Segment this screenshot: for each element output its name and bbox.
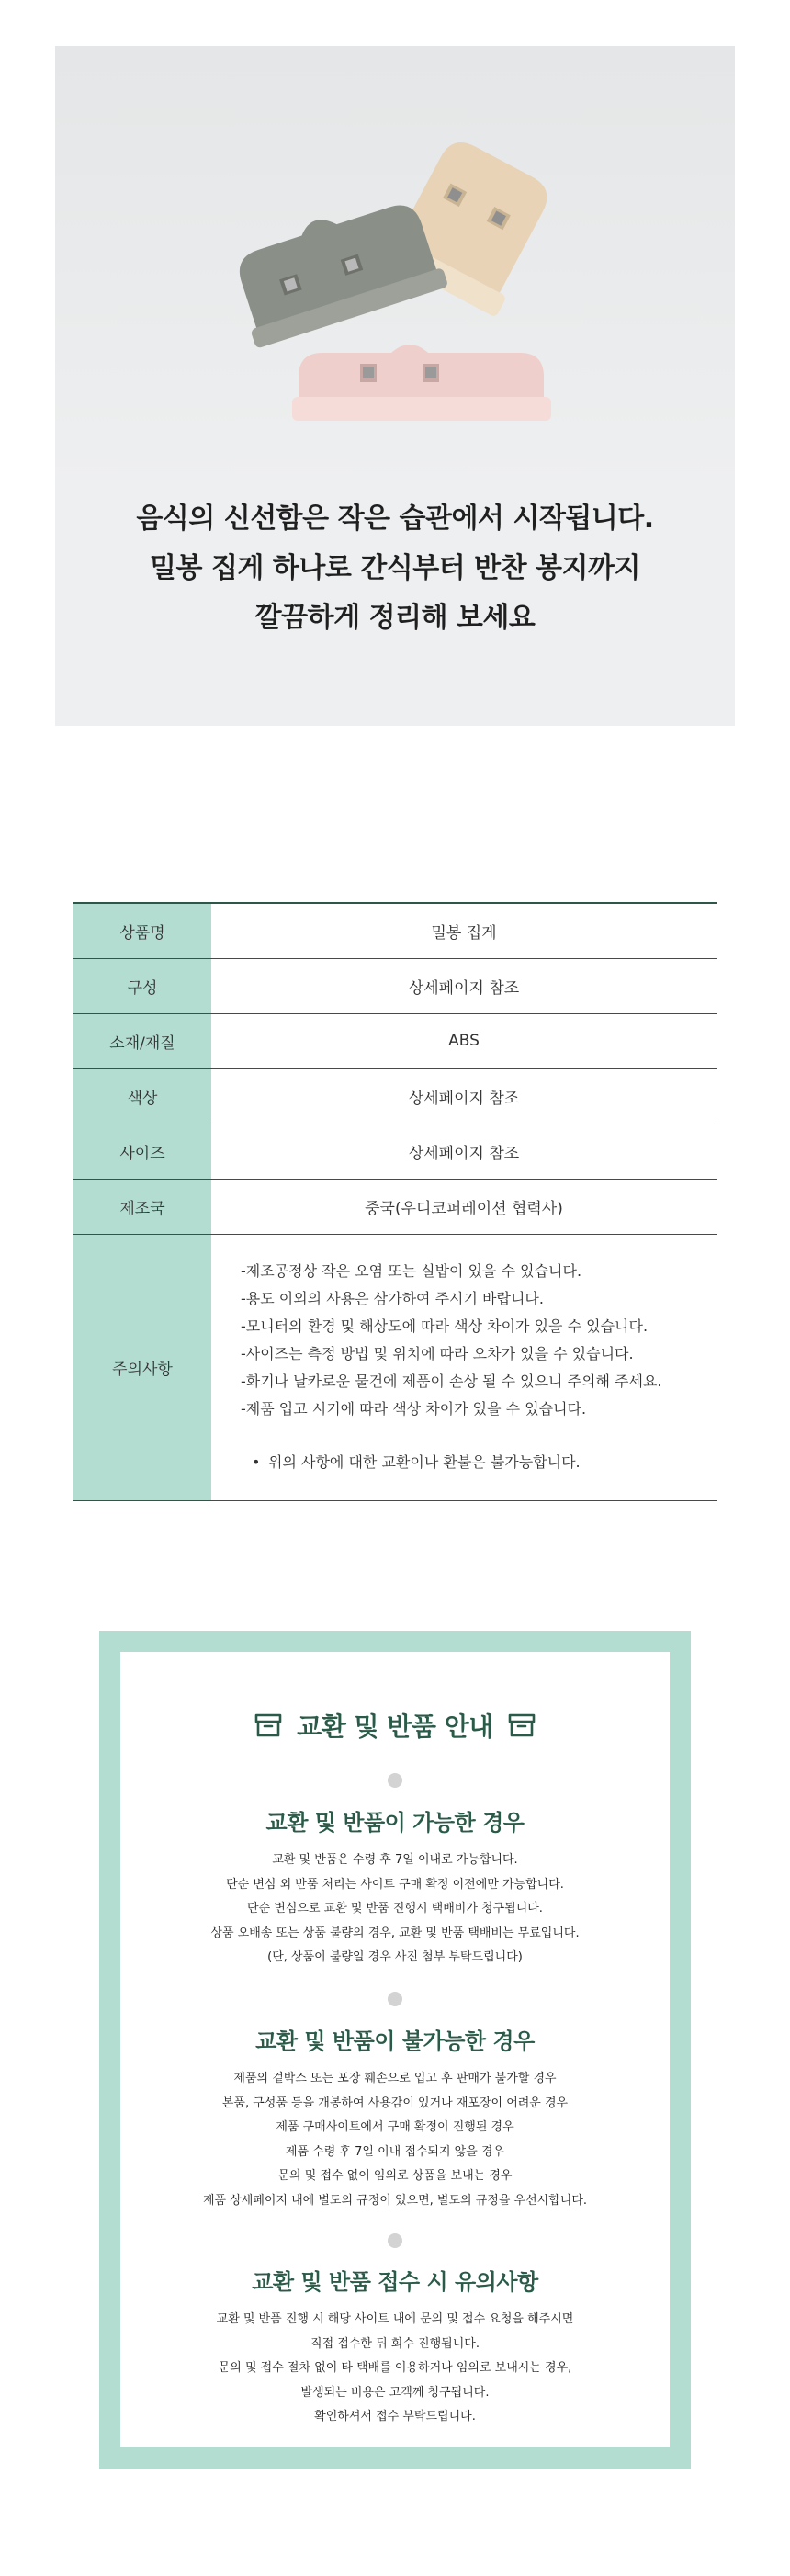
section-line: 문의 및 접수 없이 임의로 상품을 보내는 경우: [277, 2169, 513, 2183]
spec-label: 사이즈: [73, 1124, 211, 1179]
spec-value: 상세페이지 참조: [211, 1068, 717, 1124]
section-line: 단순 변심으로 교환 및 반품 진행시 택배비가 청구됩니다.: [247, 1902, 543, 1915]
notice-line: -모니터의 환경 및 해상도에 따라 색상 차이가 있을 수 있습니다.: [241, 1317, 649, 1335]
spec-value: ABS: [211, 1013, 717, 1068]
spec-label: 상품명: [73, 903, 211, 958]
pink-clip: [292, 345, 551, 421]
spec-row: [73, 958, 717, 1013]
spec-value: 밀봉 집게: [211, 903, 717, 958]
section-line: 문의 및 접수 절차 없이 타 택배를 이용하거나 임의로 보내시는 경우,: [218, 2361, 572, 2375]
hero-line-2: 밀봉 집게 하나로 간식부터 반찬 봉지까지: [150, 552, 640, 584]
section-line: 교환 및 반품은 수령 후 7일 이내로 가능합니다.: [272, 1853, 518, 1867]
spec-row: [73, 1179, 717, 1234]
section-body: [120, 2067, 670, 2213]
section-line: 제품의 겉박스 또는 포장 훼손으로 입고 후 판매가 불가할 경우: [233, 2072, 557, 2085]
notice-line: -제조공정상 작은 오염 또는 실밥이 있을 수 있습니다.: [241, 1262, 582, 1280]
spec-row: [73, 903, 717, 958]
spec-value: 중국(우디코퍼레이션 협력사): [211, 1179, 717, 1234]
notice-content: [211, 1234, 717, 1500]
exchange-title-text: 교환 및 반품 안내: [297, 1712, 493, 1742]
section-line: 본품, 구성품 등을 개봉하여 사용감이 있거나 재포장이 어려운 경우: [221, 2096, 569, 2110]
hero-line-3: 깔끔하게 정리해 보세요: [254, 602, 536, 634]
spec-label: 구성: [73, 958, 211, 1013]
box-icon: [253, 1712, 284, 1739]
product-photo: [55, 46, 735, 487]
notice-line: -사이즈는 측정 방법 및 위치에 따라 오차가 있을 수 있습니다.: [241, 1345, 634, 1362]
spec-label: 제조국: [73, 1179, 211, 1234]
section-line: 발생되는 비용은 고객께 청구됩니다.: [300, 2385, 490, 2400]
section-line: 단순 변심 외 반품 처리는 사이트 구매 확정 이전에만 가능합니다.: [226, 1877, 564, 1892]
spec-row: [73, 1068, 717, 1124]
section-line: (단, 상품이 불량일 경우 사진 첨부 부탁드립니다): [267, 1950, 523, 1964]
section-line: 직접 접수한 뒤 회수 진행됩니다.: [310, 2336, 480, 2351]
product-spec-table: [73, 902, 717, 1501]
box-icon: [506, 1712, 537, 1739]
section-divider-dot: [388, 2233, 402, 2248]
exchange-title: [120, 1707, 670, 1744]
notice-line: -용도 이외의 사용은 삼가하여 주시기 바랍니다.: [241, 1290, 544, 1307]
section-heading: 교환 및 반품이 불가능한 경우: [255, 2028, 535, 2054]
notice-line: -제품 입고 시기에 따라 색상 차이가 있을 수 있습니다.: [241, 1400, 587, 1418]
section-divider-dot: [388, 1773, 402, 1788]
spec-value: 상세페이지 참조: [211, 1124, 717, 1179]
notice-line: -화기나 날카로운 물건에 제품이 손상 될 수 있으니 주의해 주세요.: [241, 1373, 662, 1390]
notice-bullet: • 위의 사항에 대한 교환이나 환불은 불가능합니다.: [241, 1449, 717, 1476]
spec-row: [73, 1013, 717, 1068]
section-body: [120, 2308, 670, 2430]
section-line: 교환 및 반품 진행 시 해당 사이트 내에 문의 및 접수 요청을 해주시면: [216, 2312, 574, 2326]
section-line: 제품 상세페이지 내에 별도의 규정이 있으면, 별도의 규정을 우선시합니다.: [202, 2193, 588, 2208]
spec-label: 색상: [73, 1068, 211, 1124]
exchange-return-panel: [120, 1652, 670, 2447]
section-line: 확인하셔서 접수 부탁드립니다.: [314, 2410, 476, 2423]
hero-headline: [55, 494, 735, 643]
spec-label: 소재/재질: [73, 1013, 211, 1068]
section-line: 상품 오배송 또는 상품 불량의 경우, 교환 및 반품 택배비는 무료입니다.: [210, 1926, 580, 1940]
spec-value: 상세페이지 참조: [211, 958, 717, 1013]
exchange-return-frame: [99, 1631, 691, 2469]
hero-banner: [55, 46, 735, 726]
spec-row: [73, 1124, 717, 1179]
section-body: [120, 1848, 670, 1971]
section-line: 제품 수령 후 7일 이내 접수되지 않을 경우: [285, 2144, 505, 2159]
notice-label: 주의사항: [73, 1234, 211, 1500]
section-divider-dot: [388, 1992, 402, 2006]
section-line: 제품 구매사이트에서 구매 확정이 진행된 경우: [276, 2120, 514, 2134]
spec-row-notice: [73, 1234, 717, 1500]
hero-line-1: 음식의 신선함은 작은 습관에서 시작됩니다.: [136, 503, 654, 535]
section-heading: 교환 및 반품 접수 시 유의사항: [252, 2269, 538, 2295]
section-heading: 교환 및 반품이 가능한 경우: [265, 1810, 525, 1836]
